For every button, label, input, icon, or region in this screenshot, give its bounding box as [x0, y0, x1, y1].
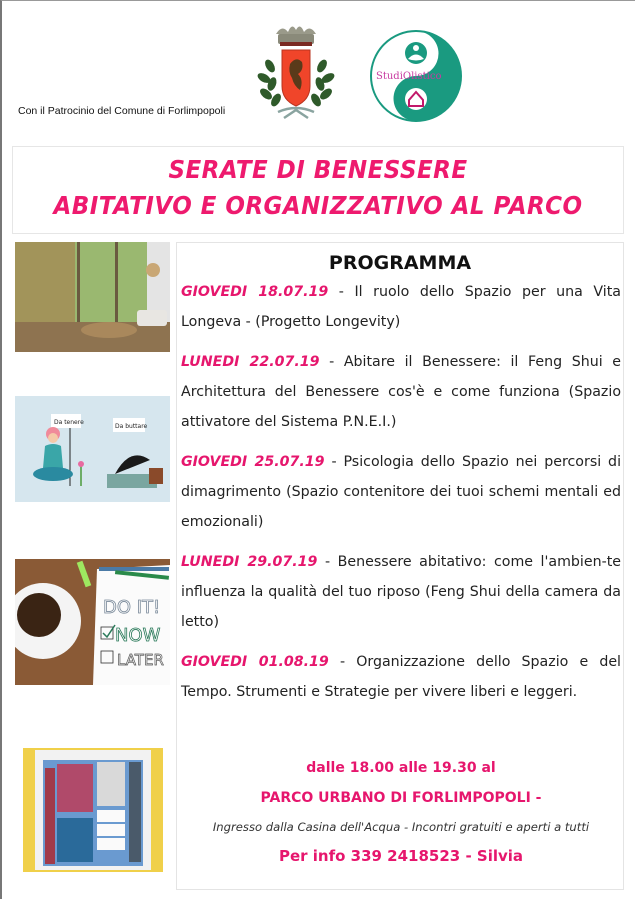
title-line-1: SERATE DI BENESSERE: [168, 155, 468, 184]
event-date: LUNEDI 29.07.19: [181, 554, 318, 570]
event-list: [181, 277, 621, 717]
event-item: [181, 277, 621, 337]
wardrobe-photo: [15, 748, 170, 872]
declutter-illustration: [15, 396, 170, 502]
do-it-now-photo: [15, 559, 170, 685]
event-date: GIOVEDI 01.08.19: [181, 654, 329, 670]
event-date: GIOVEDI 25.07.19: [181, 454, 325, 470]
event-description: - Psicologia dello Spazio nei percorsi di dimagrimento (Spazio contenitore dei tuoi schemi mentali ed emozionali): [181, 454, 622, 530]
event-item: [181, 447, 621, 537]
svg-text:Da tenere: Da tenere: [54, 419, 84, 426]
event-date: GIOVEDI 18.07.19: [181, 284, 329, 300]
event-item: [181, 647, 621, 707]
program-box: [176, 242, 624, 890]
program-heading: PROGRAMMA: [328, 252, 472, 274]
event-date: LUNEDI 22.07.19: [181, 354, 320, 370]
svg-text:NOW: NOW: [115, 625, 161, 646]
svg-text:DO IT!: DO IT!: [103, 597, 161, 618]
event-description: - Organizzazione dello Spazio e del Tempo. Strumenti e Strategie per vivere liberi e leggeri.: [181, 654, 622, 700]
patronage-text: Con il Patrocinio del Comune di Forlimpopoli: [18, 105, 226, 117]
event-item: [181, 547, 621, 637]
svg-text:Da buttare: Da buttare: [115, 423, 148, 430]
studiolistico-logo-icon: [368, 28, 464, 124]
event-description: - Il ruolo dello Spazio per una Vita Longeva - (Progetto Longevity): [181, 284, 621, 330]
living-room-photo: [15, 242, 170, 352]
contact-info: Per info 339 2418523 - Silvia: [278, 847, 524, 865]
title-box: [12, 146, 624, 234]
svg-text:StudiOlistico: StudiOlistico: [376, 71, 442, 82]
event-description: - Abitare il Benessere: il Feng Shui e Architettura del Benessere cos'è e come funziona (Spazio attivatore del Sistema P.N.E.I.): [181, 354, 621, 430]
event-place: PARCO URBANO DI FORLIMPOPOLI -: [260, 790, 542, 806]
event-description: - Benessere abitativo: come l'ambien-te influenza la qualità del tuo riposo (Feng Shui della camera da letto): [181, 554, 621, 630]
entrance-note: Ingresso dalla Casina dell'Acqua - Incontri gratuiti e aperti a tutti: [212, 820, 590, 834]
title-line-2: ABITATIVO E ORGANIZZATIVO AL PARCO: [53, 191, 583, 220]
event-time: dalle 18.00 alle 19.30 al: [306, 760, 496, 776]
coat-of-arms-icon: [248, 20, 344, 128]
event-info: [177, 753, 625, 871]
event-item: [181, 347, 621, 437]
svg-text:LATER: LATER: [117, 651, 164, 669]
